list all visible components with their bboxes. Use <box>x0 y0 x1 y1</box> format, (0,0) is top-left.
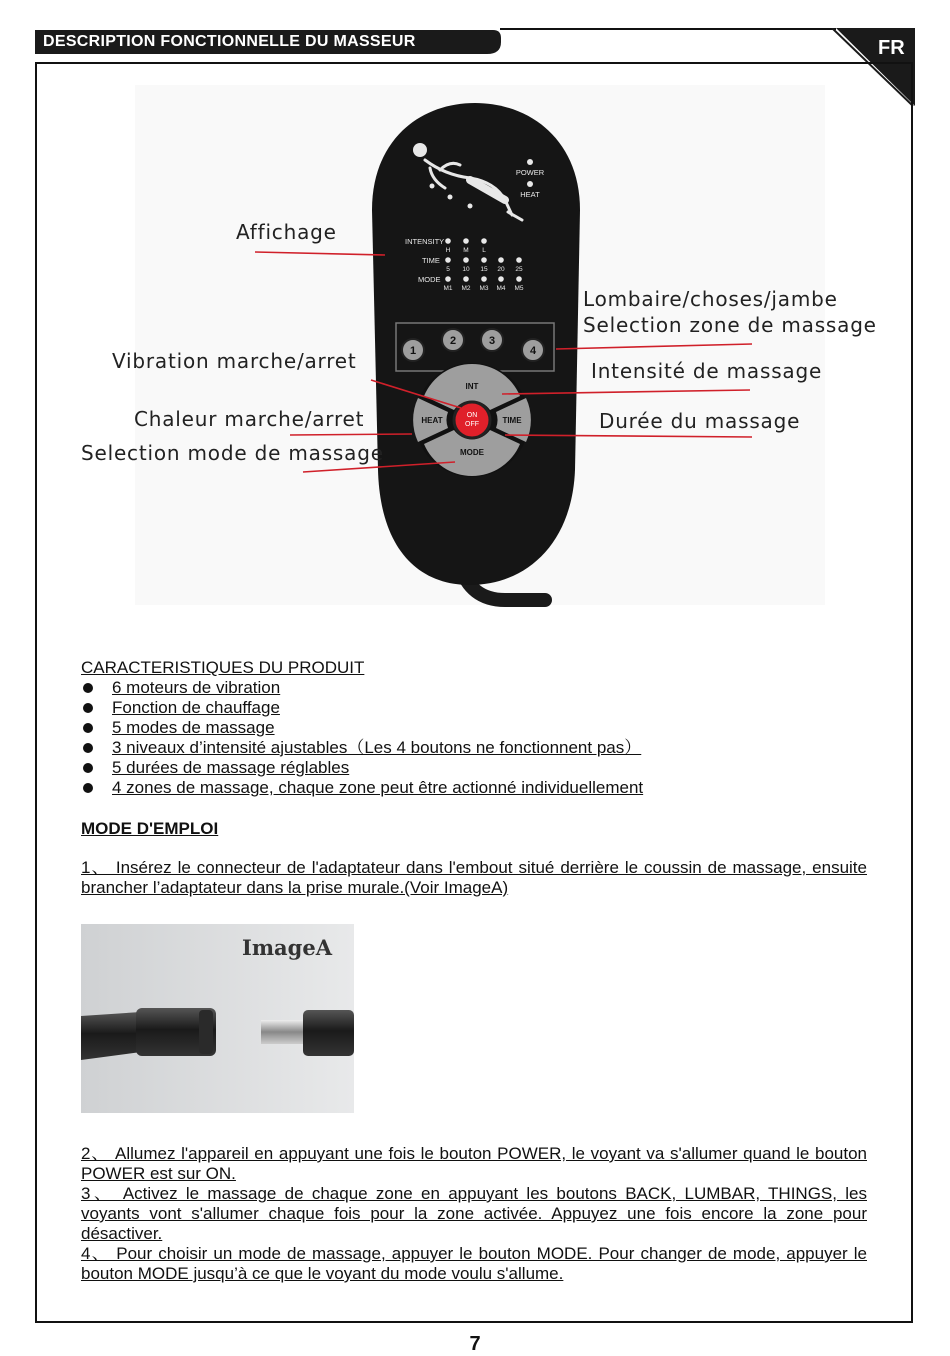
label-mode-selection: Selection mode de massage <box>81 441 384 465</box>
intensity-row-label: INTENSITY <box>405 237 445 246</box>
bullet-icon <box>83 763 93 773</box>
page-header-title: DESCRIPTION FONCTIONNELLE DU MASSEUR <box>43 33 416 50</box>
intensity-led <box>445 238 451 244</box>
zone-button-label: 3 <box>488 335 496 347</box>
mode-led <box>481 276 487 282</box>
mode-value-label: M4 <box>496 285 506 292</box>
time-value-label: 10 <box>462 266 470 273</box>
time-value-label: 5 <box>446 266 450 273</box>
mode-led <box>516 276 522 282</box>
mode-led <box>445 276 451 282</box>
label-zone-line1: Lombaire/choses/jambe <box>583 287 838 311</box>
mode-row-label: MODE <box>418 275 441 284</box>
zone-button-label: 2 <box>449 335 457 347</box>
time-led <box>498 257 504 263</box>
mode-led <box>498 276 504 282</box>
features-title: CARACTERISTIQUES DU PRODUIT <box>81 658 365 677</box>
svg-text:INT: INT <box>465 382 479 391</box>
page-number: 7 <box>469 1333 481 1355</box>
intensity-level-label: L <box>482 247 486 254</box>
mode-value-label: M3 <box>479 285 489 292</box>
label-duree: Durée du massage <box>599 409 801 433</box>
time-value-label: 25 <box>515 266 523 273</box>
svg-text:MODE: MODE <box>460 448 484 457</box>
intensity-led <box>463 238 469 244</box>
language-tag: FR <box>878 37 905 59</box>
zone-button-label: 1 <box>409 345 417 357</box>
time-led <box>481 257 487 263</box>
intensity-led <box>481 238 487 244</box>
time-led <box>463 257 469 263</box>
mode-value-label: M1 <box>443 285 453 292</box>
time-led <box>516 257 522 263</box>
usage-step-1: 1、 Insérez le connecteur de l'adaptateur dans l'embout situé derrière le coussin de massage, ensuite brancher l’adaptateur dans la prise murale.(Voir ImageA) <box>81 858 867 897</box>
bullet-icon <box>83 683 93 693</box>
power-indicator-label: POWER <box>515 168 545 177</box>
label-vibration: Vibration marche/arret <box>112 349 357 373</box>
svg-text:TIME: TIME <box>502 416 522 425</box>
label-intensite: Intensité de massage <box>591 359 823 383</box>
label-zone-line2: Selection zone de massage <box>583 313 877 337</box>
time-led <box>445 257 451 263</box>
intensity-level-label: H <box>445 247 451 254</box>
label-chaleur: Chaleur marche/arret <box>134 407 365 431</box>
svg-text:ON: ON <box>466 412 478 419</box>
mode-value-label: M2 <box>461 285 471 292</box>
svg-text:OFF: OFF <box>465 421 479 428</box>
heat-indicator-label: HEAT <box>520 190 540 199</box>
usage-step-4: 4、 Pour choisir un mode de massage, appuyer le bouton MODE. Pour changer de mode, appuyer le bouton MODE jusqu’à ce que le voyant du mode voulu s'allume. <box>81 1244 867 1283</box>
label-affichage: Affichage <box>236 220 337 244</box>
usage-title: MODE D'EMPLOI <box>81 819 219 838</box>
time-row-label: TIME <box>422 256 440 265</box>
image-a-label: ImageA <box>242 935 332 960</box>
bullet-icon <box>83 723 93 733</box>
bullet-icon <box>83 783 93 793</box>
bullet-icon <box>83 743 93 753</box>
mode-value-label: M5 <box>514 285 524 292</box>
time-value-label: 20 <box>497 266 505 273</box>
intensity-level-label: M <box>463 247 469 254</box>
usage-step-3: 3、 Activez le massage de chaque zone en appuyant les boutons BACK, LUMBAR, THINGS, les voyants vont s'allumer chaque fois pour la zone activée. Appuyez une fois encore la zone pour désactiver. <box>81 1184 867 1243</box>
bullet-icon <box>83 703 93 713</box>
time-value-label: 15 <box>480 266 488 273</box>
zone-button-label: 4 <box>529 345 537 357</box>
usage-step-2: 2、 Allumez l'appareil en appuyant une fois le bouton POWER, le voyant va s'allumer quand le bouton POWER est sur ON. <box>81 1144 867 1183</box>
svg-text:HEAT: HEAT <box>421 416 443 425</box>
mode-led <box>463 276 469 282</box>
